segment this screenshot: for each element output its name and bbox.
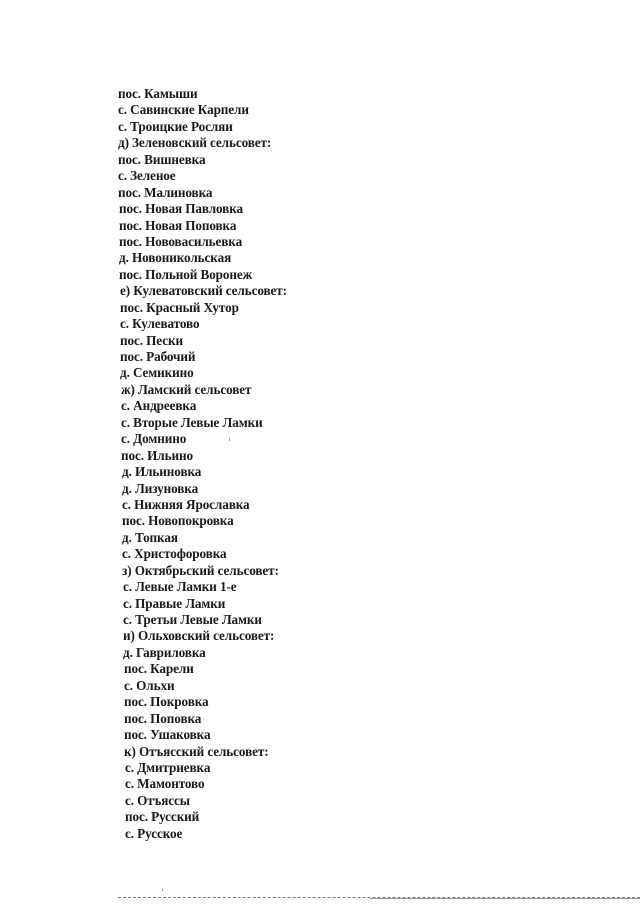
settlement-item: с. Савинские Карпели [118, 102, 249, 118]
council-heading: д) Зеленовский сельсовет: [118, 135, 272, 151]
settlement-item: пос. Вишневка [118, 151, 206, 167]
settlement-item: д. Ильиновка [122, 464, 202, 480]
settlement-item: пос. Поповка [124, 710, 202, 726]
scan-speck [229, 438, 230, 441]
settlement-item: с. Вторые Левые Ламки [121, 414, 263, 430]
settlement-item: пос. Новая Поповка [119, 217, 237, 233]
council-heading: е) Кулеватовский сельсовет: [120, 283, 287, 299]
footer-rule [370, 898, 640, 899]
settlement-item: с. Дмитриевка [125, 759, 211, 775]
settlement-item: с. Русское [125, 825, 183, 841]
settlement-item: пос. Ушаковка [124, 727, 211, 743]
settlement-item: пос. Пески [120, 332, 183, 348]
settlement-item: пос. Польной Воронеж [119, 266, 253, 282]
settlement-item: пос. Камыши [118, 86, 198, 101]
scan-speck [162, 889, 163, 891]
settlement-item: пос. Рабочий [120, 349, 196, 364]
settlement-item: с. Андреевка [121, 398, 197, 414]
settlement-item: д. Семикино [120, 365, 194, 381]
settlement-item: с. Мамонтово [125, 776, 205, 792]
council-heading: и) Ольховский сельсовет: [123, 628, 275, 644]
settlement-item: пос. Нововасильевка [119, 233, 243, 249]
settlement-item: пос. Русский [125, 809, 200, 825]
settlement-item: пос. Малиновка [118, 184, 213, 200]
settlement-item: с. Нижняя Ярославка [122, 496, 250, 512]
settlement-item: с. Третьи Левые Ламки [123, 612, 262, 627]
settlement-item: с. Кулеватово [120, 316, 200, 332]
settlement-item: пос. Новопокровка [122, 513, 234, 529]
settlement-item: д. Лизуновка [122, 480, 199, 496]
settlement-item: пос. Покровка [124, 694, 209, 710]
settlement-item: с. Левые Ламки 1-е [123, 579, 237, 595]
settlement-item: д. Новоникольская [119, 250, 232, 266]
settlement-item: пос. Новая Павловка [119, 201, 243, 217]
settlement-item: с. Правые Ламки [123, 595, 226, 611]
settlement-item: пос. Ильино [121, 447, 193, 463]
settlement-item: с. Отъяссы [125, 792, 191, 808]
settlement-item: с. Зеленое [118, 168, 176, 184]
council-heading: з) Октябрьский сельсовет: [122, 562, 279, 578]
council-heading: к) Отъясский сельсовет: [124, 743, 269, 759]
settlement-item: д. Гавриловка [123, 644, 206, 660]
settlement-item: д. Топкая [122, 529, 178, 545]
settlement-item: пос. Красный Хутор [120, 299, 239, 315]
settlement-list [0, 86, 640, 842]
council-heading: ж) Ламский сельсовет [121, 381, 252, 397]
settlement-item: с. Домнино [121, 431, 187, 447]
settlement-item: с. Христофоровка [122, 546, 227, 562]
settlement-item: с. Ольхи [124, 677, 175, 693]
settlement-item: с. Троицкие Росляи [118, 118, 233, 134]
settlement-item: пос. Карели [124, 661, 194, 677]
